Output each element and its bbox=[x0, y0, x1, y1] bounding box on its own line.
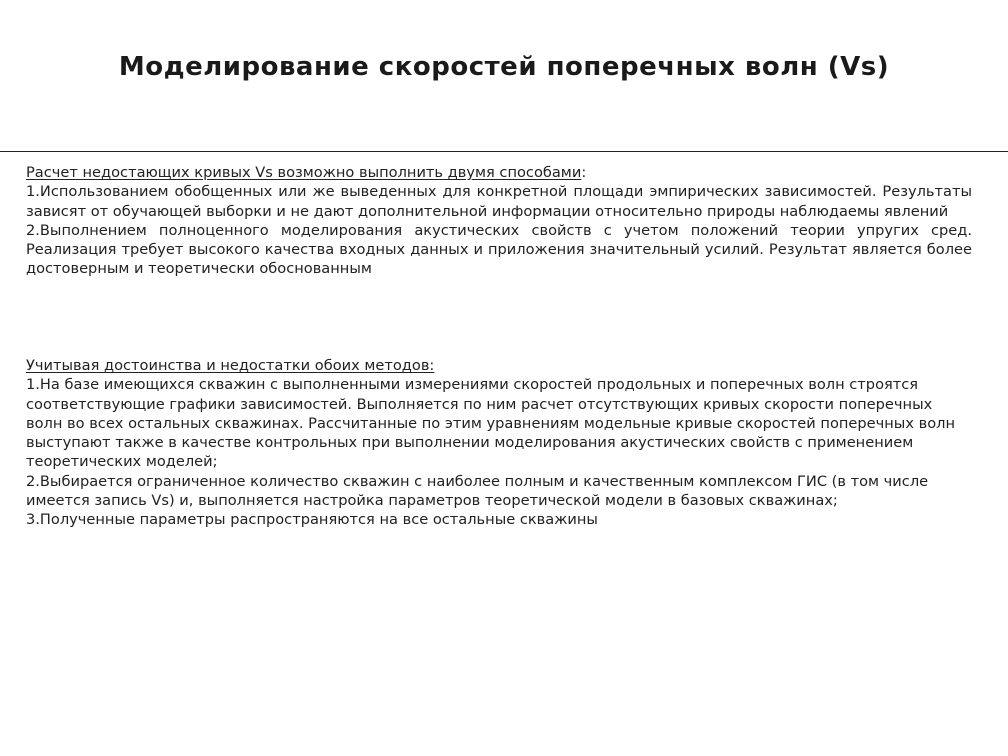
workflow-item-3: 3.Полученные параметры распространяются на все остальные скважины bbox=[26, 511, 598, 529]
methods-item-2: 2.Выполнением полноценного моделирования акустических свойств с учетом положений теории упругих сред. Реализация требует высокого качества входных данных и приложения значительный усилий. Результат является более достоверным и теоретически обоснованным bbox=[26, 221, 972, 278]
workflow-intro-text: Учитывая достоинства и недостатки обоих методов: bbox=[26, 357, 435, 374]
methods-intro bbox=[26, 163, 972, 182]
methods-item-1: 1.Использованием обобщенных или же выведенных для конкретной площади эмпирических зависимостей. Результаты зависят от обучающей выборки и не дают дополнительной информации относительно природы наблюдаемы явлений bbox=[26, 183, 972, 220]
title-divider bbox=[0, 151, 1008, 152]
workflow-item-1: 1.На базе имеющихся скважин с выполненными измерениями скоростей продольных и поперечных волн строятся соответствующие графики зависимостей. Выполняется по ним расчет отсутствующих кривых скорости поперечных волн во всех остальных скважинах. Рассчитанные по этим уравнениям модельные кривые скоростей поперечных волн выступают также в качестве контрольных при выполнении моделирования акустических свойств с применением теоретических моделей; bbox=[26, 376, 955, 471]
methods-intro-text: Расчет недостающих кривых Vs возможно выполнить двумя способами bbox=[26, 164, 582, 181]
workflow-section bbox=[26, 356, 972, 530]
page-title: Моделирование скоростей поперечных волн (Vs) bbox=[118, 52, 890, 82]
workflow-intro bbox=[26, 356, 972, 375]
workflow-item-2: 2.Выбирается ограниченное количество скважин с наиболее полным и качественным комплексом ГИС (в том числе имеется запись Vs) и, выполняется настройка параметров теоретической модели в базовых скважинах; bbox=[26, 472, 929, 510]
methods-intro-colon: : bbox=[581, 164, 587, 181]
methods-section bbox=[26, 163, 972, 279]
